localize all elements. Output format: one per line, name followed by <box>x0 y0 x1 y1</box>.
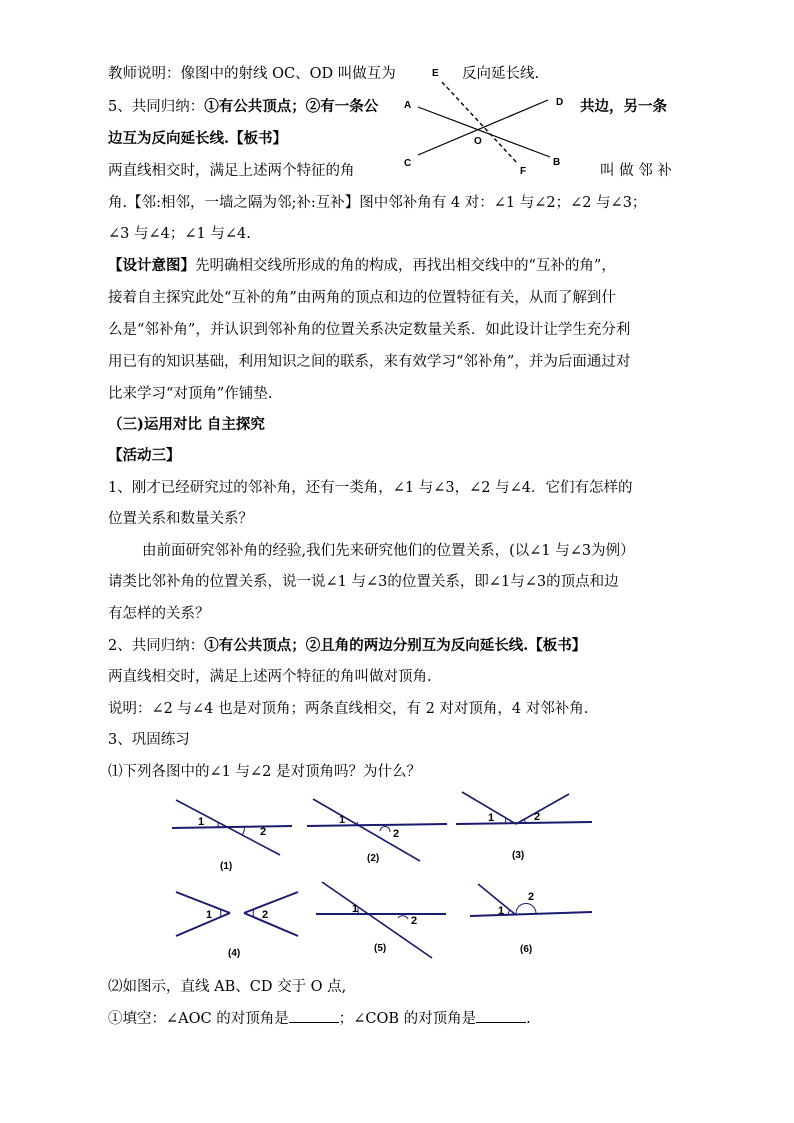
answer-blank[interactable] <box>476 1009 526 1023</box>
text-line <box>108 129 287 149</box>
point-label-a: A <box>404 100 412 111</box>
text-segment: 教师说明：像图中的射线 OC、OD 叫做互为 <box>108 66 396 82</box>
text-line: 说明：∠2 与∠4 也是对顶角；两条直线相交，有 2 对对顶角，4 对邻补角. <box>108 701 589 717</box>
figure-6 <box>468 878 598 963</box>
text-segment: 叫 做 邻 补 <box>600 163 672 179</box>
angle-label-2: 2 <box>528 891 535 903</box>
text-line <box>108 161 355 181</box>
angle-label-1: 1 <box>339 814 346 826</box>
angle-label-2: 2 <box>260 826 267 838</box>
angle-arc <box>398 916 408 919</box>
angle-label-2: 2 <box>534 811 541 823</box>
figure-3 <box>454 788 594 868</box>
figure-caption: (3) <box>512 850 525 861</box>
point-label-e: E <box>432 68 439 79</box>
text-line: 由前面研究邻补角的经验,我们先来研究他们的位置关系，(以∠1 与∠3为例） <box>142 543 635 559</box>
text-line: 3、巩固练习 <box>108 732 190 748</box>
point-label-b: B <box>553 157 561 168</box>
text-line: 用已有的知识基础，利用知识之间的联系，来有效学习“邻补角”，并为后面通过对 <box>108 354 631 370</box>
point-label-o: O <box>474 136 482 147</box>
text-segment-bold: ①有公共顶点；②有一条公 <box>204 98 379 115</box>
angle-label-1: 1 <box>198 816 205 828</box>
angle-label-1: 1 <box>488 812 495 824</box>
angle-arc <box>253 909 254 917</box>
angle-arc <box>380 826 390 832</box>
angle-label-2: 2 <box>393 828 400 840</box>
angle-label-1: 1 <box>206 909 213 921</box>
figure-caption: (5) <box>374 943 387 954</box>
figure-line <box>244 913 298 936</box>
text-segment: . <box>526 1011 531 1027</box>
figure-2 <box>305 795 450 875</box>
text-line: 角.【邻:相邻，一墙之隔为邻;补:互补】图中邻补角有 4 对：∠1 与∠2；∠2 与∠3； <box>108 195 647 211</box>
text-line <box>108 256 616 276</box>
angle-arc <box>220 909 221 917</box>
figure-caption: (2) <box>367 853 380 864</box>
text-line: 接着自主探究此处“互补的角”由两角的顶点和边的位置特征有关，从而了解到什 <box>108 290 616 306</box>
figure-line <box>176 913 230 936</box>
angle-label-2: 2 <box>411 915 418 927</box>
text-line: 么是“邻补角”，并认识到邻补角的位置关系决定数量关系．如此设计让学生充分利 <box>108 322 631 338</box>
figure-caption: (4) <box>228 948 241 959</box>
blackboard-tag: 【板书】 <box>229 130 288 147</box>
text-line: ⑴下列各图中的∠1 与∠2 是对顶角吗？为什么？ <box>108 764 421 780</box>
figure-caption: (1) <box>220 861 233 872</box>
text-segment: ；∠COB 的对顶角是 <box>338 1011 477 1027</box>
text-segment: ①填空：∠AOC 的对顶角是 <box>108 1011 289 1027</box>
intersecting-lines-figure <box>400 62 575 180</box>
text-line <box>108 64 396 84</box>
text-line: 1、刚才已经研究过的邻补角，还有一类角，∠1 与∠3，∠2 与∠4．它们有怎样的 <box>108 480 633 496</box>
figure-1 <box>168 795 298 875</box>
text-line: ⑵如图示，直线 AB、CD 交于 O 点, <box>108 979 347 995</box>
text-line <box>108 636 586 656</box>
section-tag: 【设计意图】 <box>108 257 195 274</box>
text-line: 位置关系和数量关系？ <box>108 511 253 527</box>
line-cd <box>418 100 548 155</box>
text-segment-bold: 边互为反向延长线. <box>108 130 230 147</box>
figure-line <box>172 826 292 828</box>
text-line: 请类比邻补角的位置关系，说一说∠1 与∠3的位置关系，即∠1与∠3的顶点和边 <box>108 574 619 590</box>
figure-4 <box>170 880 305 960</box>
figure-line <box>307 824 447 826</box>
figure-line <box>313 799 420 861</box>
text-line: 有怎样的关系？ <box>108 606 210 622</box>
text-segment: 5、共同归纳： <box>108 99 205 115</box>
text-line: ∠3 与∠4；∠1 与∠4. <box>108 226 251 242</box>
line-ef <box>442 82 518 164</box>
text-segment: 2、共同归纳： <box>108 638 205 654</box>
text-segment: 反向延长线. <box>462 66 540 82</box>
line-ab <box>418 107 550 157</box>
text-segment: 两直线相交时，满足上述两个特征的角 <box>108 163 355 179</box>
text-segment: 先明确相交线所形成的角的构成，再找出相交线中的“互补的角”， <box>195 258 616 274</box>
figure-5 <box>312 878 452 963</box>
point-label-f: F <box>520 166 527 177</box>
text-line: 两直线相交时，满足上述两个特征的角叫做对顶角. <box>108 669 432 685</box>
text-segment-bold: 共边，另一条 <box>580 98 667 115</box>
point-label-d: D <box>556 97 564 108</box>
activity-heading: 【活动三】 <box>108 447 181 464</box>
angle-arc <box>516 903 536 914</box>
section-heading: （三)运用对比 自主探究 <box>108 416 265 433</box>
angle-label-1: 1 <box>498 905 505 917</box>
text-line <box>108 1009 531 1029</box>
angle-label-2: 2 <box>262 909 269 921</box>
text-line <box>108 97 378 117</box>
text-segment-bold: ①有公共顶点；②且角的两边分别互为反向延长线. <box>204 637 529 654</box>
figure-line <box>470 912 592 916</box>
point-label-c: C <box>404 158 412 169</box>
text-line: 比来学习“对顶角”作铺垫. <box>108 386 273 402</box>
blackboard-tag: 【板书】 <box>528 637 587 654</box>
answer-blank[interactable] <box>289 1009 339 1023</box>
figure-line <box>244 892 298 913</box>
figure-caption: (6) <box>520 944 533 955</box>
figure-line <box>456 822 592 824</box>
figure-line <box>176 892 230 913</box>
angle-label-1: 1 <box>352 903 359 915</box>
